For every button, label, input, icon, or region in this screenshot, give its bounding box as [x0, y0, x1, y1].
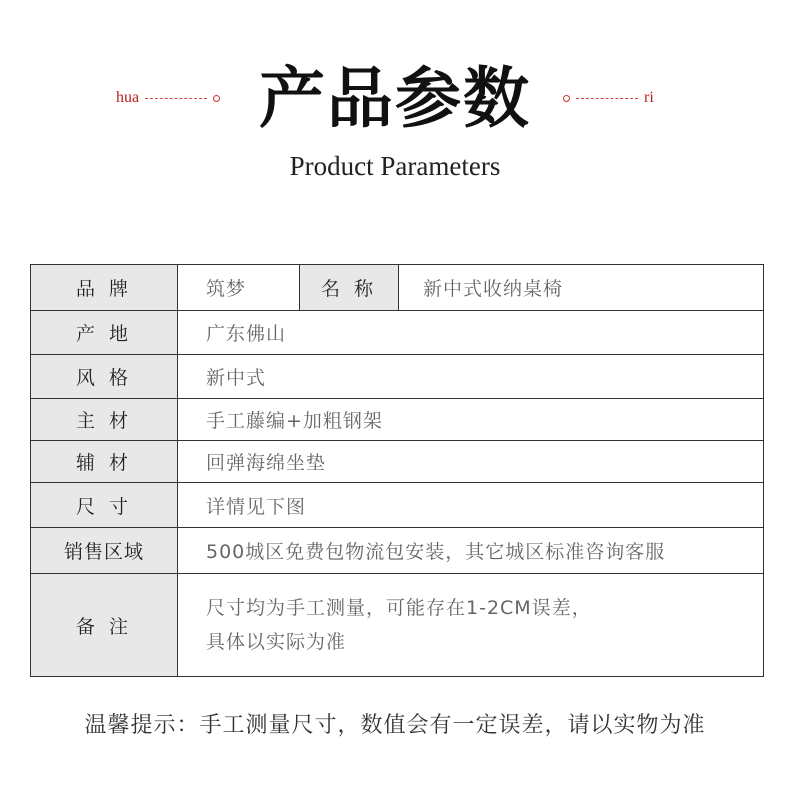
brand-value: 筑梦 [178, 265, 300, 311]
origin-label: 产 地 [31, 311, 178, 355]
note-value [178, 574, 764, 677]
name-value: 新中式收纳桌椅 [399, 265, 764, 311]
size-label: 尺 寸 [31, 483, 178, 528]
deco-left-text: hua [116, 89, 140, 106]
style-label: 风 格 [31, 355, 178, 399]
origin-value: 广东佛山 [178, 311, 764, 355]
style-value: 新中式 [178, 355, 764, 399]
note-label: 备 注 [31, 574, 178, 677]
page-subtitle: Product Parameters [289, 151, 501, 181]
note-line: 具体以实际为准 [206, 631, 347, 653]
brand-label: 品 牌 [31, 265, 178, 311]
page-header [0, 0, 790, 200]
parameters-table [30, 264, 764, 677]
table-row [31, 265, 764, 311]
table-row [31, 574, 764, 677]
main-material-value: 手工藤编+加粗钢架 [178, 399, 764, 441]
deco-right-text: ri [644, 89, 654, 106]
aux-material-value: 回弹海绵坐垫 [178, 441, 764, 483]
sales-region-value: 500城区免费包物流包安装，其它城区标准咨询客服 [178, 528, 764, 574]
table-row [31, 355, 764, 399]
table-row [31, 311, 764, 355]
size-value: 详情见下图 [178, 483, 764, 528]
right-decoration [563, 88, 654, 108]
table-row [31, 528, 764, 574]
aux-material-label: 辅 材 [31, 441, 178, 483]
circle-icon [563, 95, 570, 102]
name-label: 名 称 [300, 265, 399, 311]
table-row [31, 483, 764, 528]
main-material-label: 主 材 [31, 399, 178, 441]
table-row [31, 441, 764, 483]
table-row [31, 399, 764, 441]
dashed-line-icon [576, 98, 638, 99]
page-title: 产品参数 [259, 59, 531, 137]
footer-tip: 温馨提示：手工测量尺寸，数值会有一定误差，请以实物为准 [84, 713, 706, 738]
note-line: 尺寸均为手工测量，可能存在1-2CM误差， [206, 597, 592, 619]
sales-region-label: 销售区域 [31, 528, 178, 574]
